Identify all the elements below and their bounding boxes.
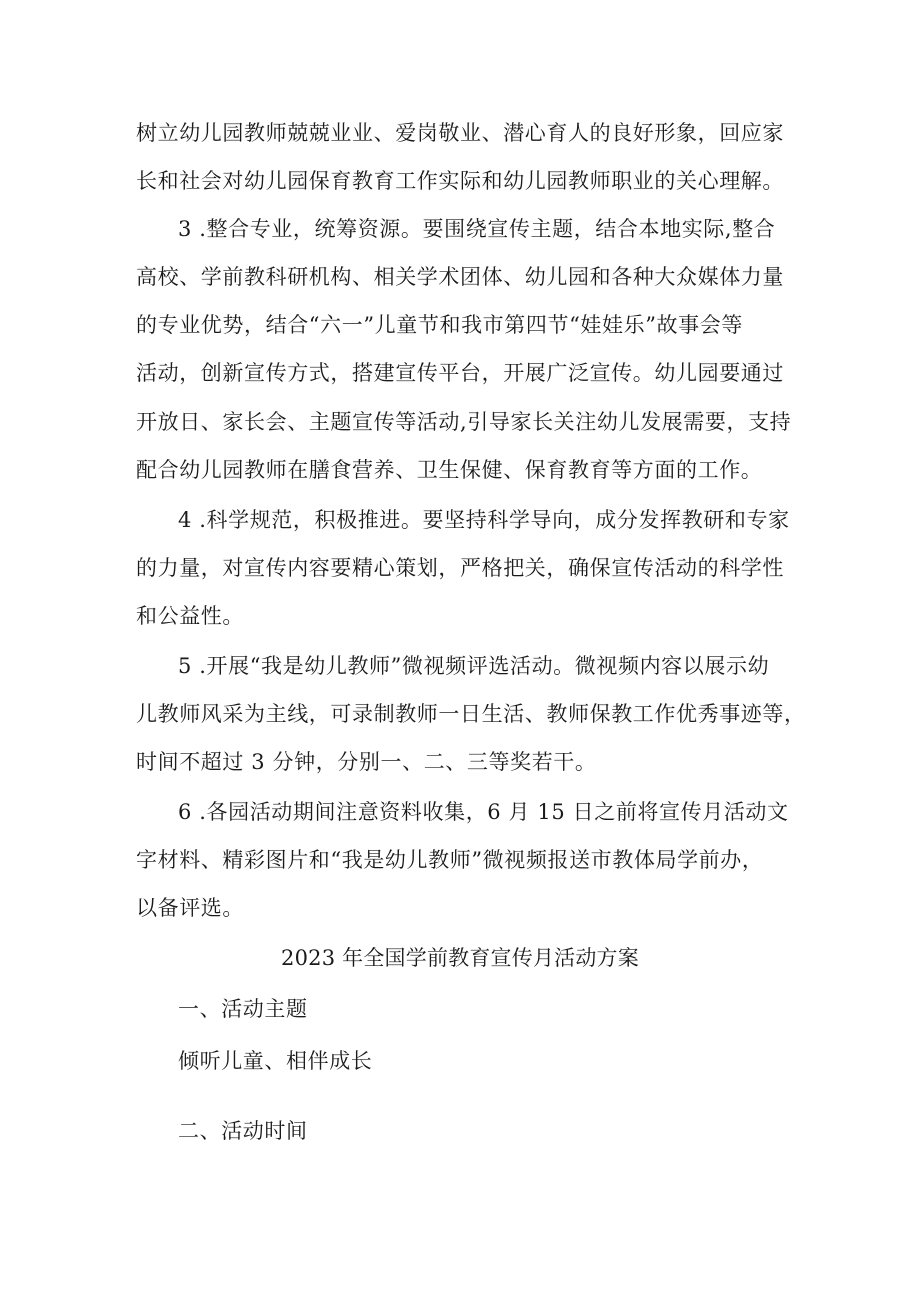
paragraph-line: 字材料、精彩图片和“我是幼儿教师”微视频报送市教体局学前办， — [136, 848, 764, 872]
paragraph-line: 儿教师风采为主线，可录制教师一日生活、教师保教工作优秀事迹等， — [136, 702, 806, 726]
paragraph-line: 的专业优势，结合“六一”儿童节和我市第四节“娃娃乐”故事会等 — [136, 313, 743, 337]
paragraph-line: 以备评选。 — [136, 896, 244, 920]
paragraph-line: 配合幼儿园教师在膳食营养、卫生保健、保育教育等方面的工作。 — [136, 458, 763, 482]
paragraph-line: 活动，创新宣传方式，搭建宣传平台，开展广泛宣传。幼儿园要通过 — [136, 361, 784, 385]
paragraph-line: 的力量，对宣传内容要精心策划，严格把关，确保宣传活动的科学性 — [136, 556, 784, 580]
section-body: 倾听儿童、相伴成长 — [178, 1049, 373, 1073]
paragraph-line: 和公益性。 — [136, 604, 244, 628]
paragraph-line: 6 .各园活动期间注意资料收集，6 月 15 日之前将宣传月活动文 — [178, 800, 789, 824]
paragraph-line: 树立幼儿园教师兢兢业业、爱岗敬业、潜心育人的良好形象，回应家 — [136, 121, 784, 145]
section-heading: 一、活动主题 — [178, 997, 308, 1021]
paragraph-line: 高校、学前教科研机构、相关学术团体、幼儿园和各种大众媒体力量 — [136, 265, 784, 289]
paragraph-line: 长和社会对幼儿园保育教育工作实际和幼儿园教师职业的关心理解。 — [136, 169, 784, 193]
paragraph-line: 时间不超过 3 分钟，分别一、二、三等奖若干。 — [136, 750, 597, 774]
paragraph-line: 3 .整合专业，统筹资源。要围绕宣传主题，结合本地实际,整合 — [178, 217, 776, 241]
document-title: 2023 年全国学前教育宣传月活动方案 — [281, 946, 639, 970]
paragraph-line: 5 .开展“我是幼儿教师”微视频评选活动。微视频内容以展示幼 — [178, 654, 770, 678]
paragraph-line: 开放日、家长会、主题宣传等活动,引导家长关注幼儿发展需要，支持 — [136, 410, 792, 434]
section-heading: 二、活动时间 — [178, 1119, 308, 1143]
paragraph-line: 4 .科学规范，积极推进。要坚持科学导向，成分发挥教研和专家 — [178, 508, 790, 532]
